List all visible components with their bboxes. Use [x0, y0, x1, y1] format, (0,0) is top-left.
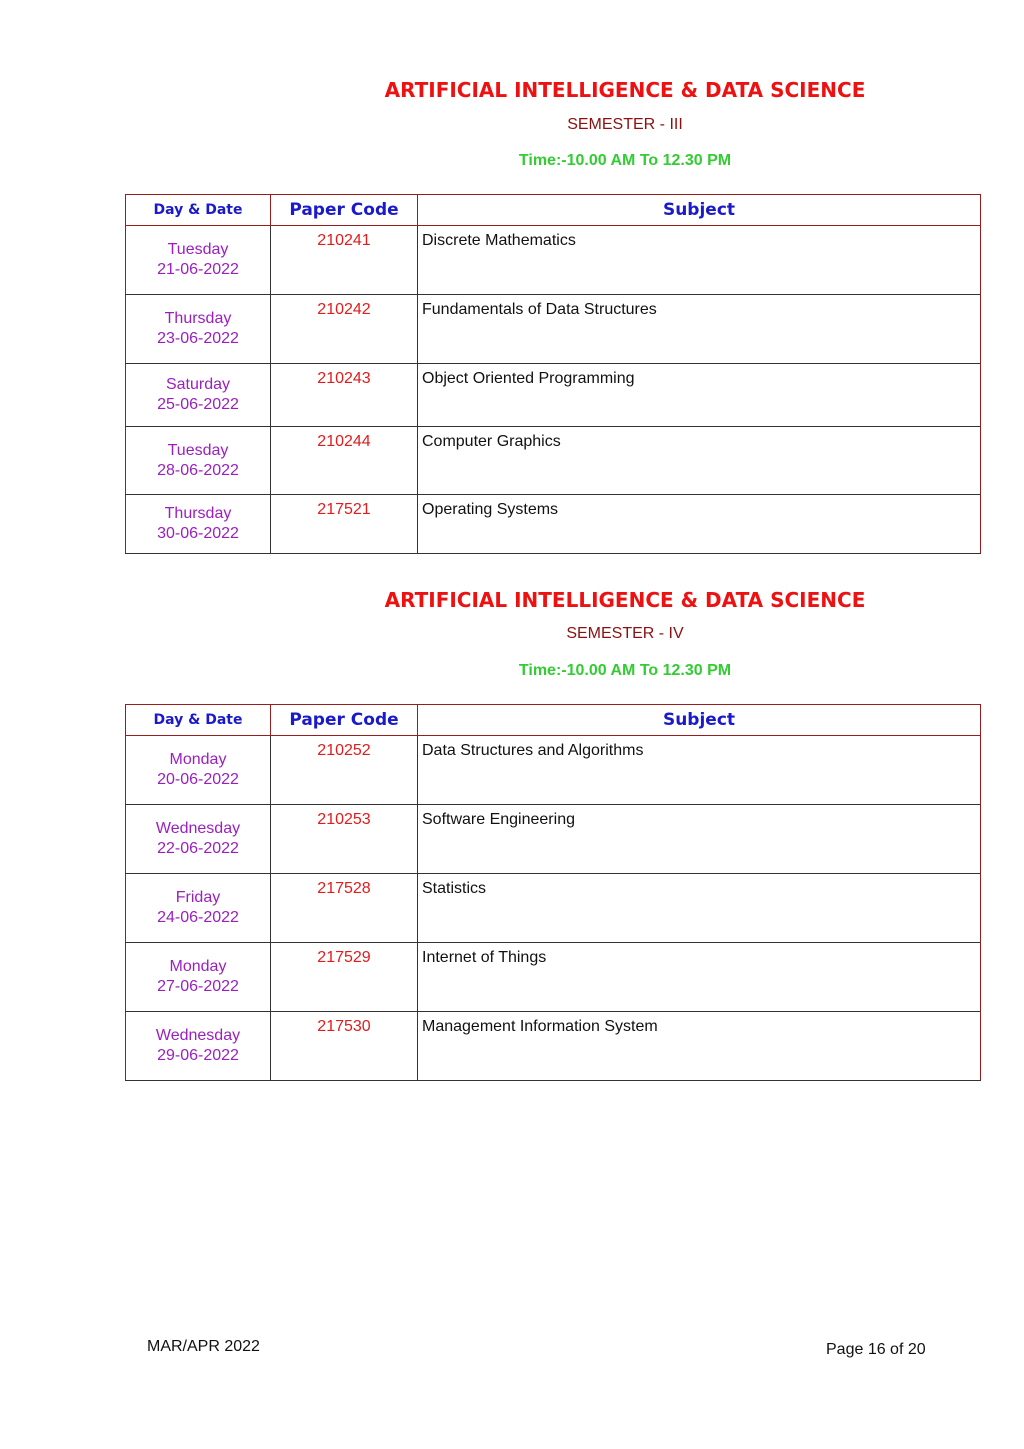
day: Tuesday	[167, 441, 229, 459]
table-row	[126, 226, 981, 295]
subject: Computer Graphics	[418, 427, 981, 495]
day-date-cell	[126, 495, 271, 554]
paper-code: 217521	[271, 495, 418, 554]
paper-code: 210242	[271, 295, 418, 364]
date: 22-06-2022	[157, 840, 239, 857]
date: 21-06-2022	[157, 261, 239, 278]
table-row	[126, 495, 981, 554]
day-date-cell	[126, 805, 271, 874]
date: 28-06-2022	[157, 461, 239, 479]
day-date-cell	[126, 736, 271, 805]
day-date-cell	[126, 295, 271, 364]
date: 27-06-2022	[157, 978, 239, 995]
table-row	[126, 364, 981, 427]
day: Monday	[169, 751, 227, 768]
date: 23-06-2022	[157, 330, 239, 347]
day: Wednesday	[155, 820, 241, 837]
subject: Object Oriented Programming	[418, 364, 981, 427]
day: Thursday	[164, 505, 232, 522]
table-header-row	[126, 705, 981, 736]
day-date-cell	[126, 364, 271, 427]
semester-label: SEMESTER - III	[567, 116, 683, 133]
exam-table	[125, 704, 981, 1081]
day: Thursday	[164, 310, 232, 327]
subject: Data Structures and Algorithms	[418, 736, 981, 805]
date: 25-06-2022	[157, 396, 239, 413]
table-row	[126, 874, 981, 943]
paper-code: 217529	[271, 943, 418, 1012]
day: Saturday	[165, 376, 231, 393]
header-day-date: Day & Date	[126, 195, 271, 226]
subject: Software Engineering	[418, 805, 981, 874]
header-subject: Subject	[418, 705, 981, 736]
header-paper-code: Paper Code	[271, 195, 418, 226]
subject: Fundamentals of Data Structures	[418, 295, 981, 364]
paper-code: 210244	[271, 427, 418, 495]
day: Friday	[175, 889, 221, 906]
date: 24-06-2022	[157, 909, 239, 926]
day: Tuesday	[167, 241, 229, 258]
day-date-cell	[126, 226, 271, 295]
subject: Internet of Things	[418, 943, 981, 1012]
semester-label: SEMESTER - IV	[566, 625, 684, 642]
table-row	[126, 943, 981, 1012]
header-subject: Subject	[418, 195, 981, 226]
footer-page-number: Page 16 of 20	[826, 1341, 926, 1358]
table-row	[126, 1012, 981, 1081]
subject: Operating Systems	[418, 495, 981, 554]
day-date-cell	[126, 943, 271, 1012]
section-title: ARTIFICIAL INTELLIGENCE & DATA SCIENCE	[384, 588, 866, 612]
exam-table	[125, 194, 981, 554]
date: 20-06-2022	[157, 771, 239, 788]
subject: Discrete Mathematics	[418, 226, 981, 295]
date: 30-06-2022	[157, 525, 239, 542]
day: Wednesday	[155, 1027, 241, 1044]
paper-code: 217530	[271, 1012, 418, 1081]
footer-session: MAR/APR 2022	[147, 1338, 260, 1355]
subject: Management Information System	[418, 1012, 981, 1081]
subject: Statistics	[418, 874, 981, 943]
paper-code: 210243	[271, 364, 418, 427]
time-label: Time:-10.00 AM To 12.30 PM	[518, 152, 732, 169]
header-day-date: Day & Date	[126, 705, 271, 736]
paper-code: 217528	[271, 874, 418, 943]
table-header-row	[126, 195, 981, 226]
table-row	[126, 427, 981, 495]
day-date-cell	[126, 427, 271, 495]
table-row	[126, 295, 981, 364]
day-date-cell	[126, 1012, 271, 1081]
table-row	[126, 736, 981, 805]
paper-code: 210252	[271, 736, 418, 805]
paper-code: 210241	[271, 226, 418, 295]
time-label: Time:-10.00 AM To 12.30 PM	[518, 662, 732, 679]
paper-code: 210253	[271, 805, 418, 874]
section-title: ARTIFICIAL INTELLIGENCE & DATA SCIENCE	[384, 78, 866, 102]
header-paper-code: Paper Code	[271, 705, 418, 736]
day: Monday	[169, 958, 227, 975]
table-row	[126, 805, 981, 874]
day-date-cell	[126, 874, 271, 943]
date: 29-06-2022	[157, 1047, 239, 1064]
